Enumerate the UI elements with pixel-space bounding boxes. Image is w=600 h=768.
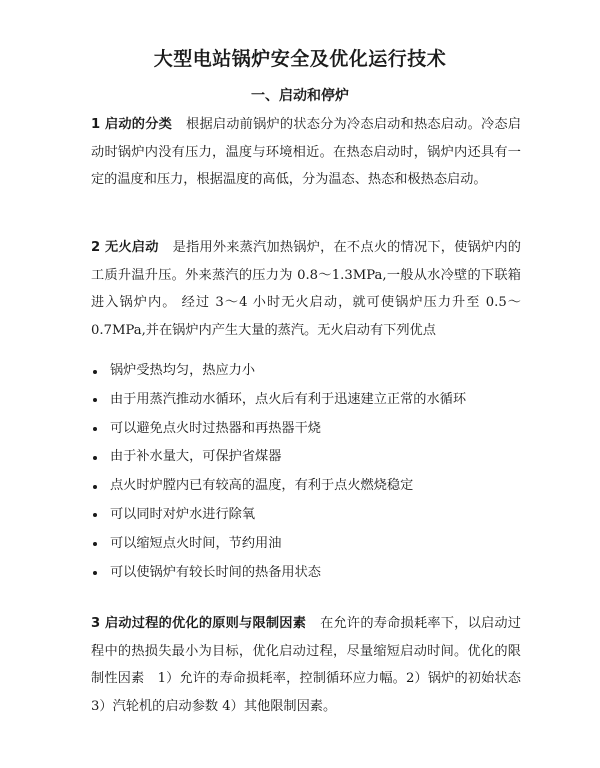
list-item: 由于用蒸汽推动水循环，点火后有利于迅速建立正常的水循环: [91, 386, 521, 415]
section-1-paragraph: [91, 111, 521, 194]
section-1-body: 根据启动前锅炉的状态分为冷态启动和热态启动。冷态启动时锅炉内没有压力，温度与环境相近。在热态启动时，锅炉内还具有一定的温度和压力，根据温度的高低，分为温态、热态和极热态启动。: [91, 117, 521, 187]
bullet-icon: [93, 513, 97, 517]
list-item: 可以使锅炉有较长时间的热备用状态: [91, 559, 521, 588]
bullet-icon: [93, 370, 97, 374]
list-item: 可以避免点火时过热器和再热器干烧: [91, 415, 521, 444]
document-title: 大型电站锅炉安全及优化运行技术: [153, 48, 447, 70]
bullet-icon: [93, 571, 97, 575]
list-item: 由于补水量大，可保护省煤器: [91, 443, 521, 472]
advantages-list: [91, 357, 521, 587]
section-3-heading: 3 启动过程的优化的原则与限制因素: [91, 616, 307, 631]
section-1-heading: 1 启动的分类: [91, 117, 173, 132]
list-item: 锅炉受热均匀，热应力小: [91, 357, 521, 386]
section-3-body: 在允许的寿命损耗率下，以启动过程中的热损失最小为目标，优化启动过程，尽量缩短启动时间。优化的限制性因素 1）允许的寿命损耗率，控制循环应力幅。2）锅炉的初始状态 3）汽轮机的启动参数 4）其他限制因素。: [91, 616, 521, 714]
section-2-body: 是指用外来蒸汽加热锅炉，在不点火的情况下，使锅炉内的工质升温升压。外来蒸汽的压力为 0.8～1.3MPa,一般从水冷壁的下联箱进入锅炉内。 经过 3～4 小时无火启动，就可使锅炉压力升至 0.5～ 0.7MPa,并在锅炉内产生大量的蒸汽。无火启动有下列优点: [91, 240, 521, 338]
bullet-icon: [93, 485, 97, 489]
section-2-heading: 2 无火启动: [91, 240, 159, 255]
bullet-icon: [93, 542, 97, 546]
section-3-paragraph: [91, 610, 521, 720]
list-item: 点火时炉膛内已有较高的温度，有利于点火燃烧稳定: [91, 472, 521, 501]
list-item: 可以同时对炉水进行除氧: [91, 501, 521, 530]
section-heading: 一、启动和停炉: [251, 88, 349, 104]
bullet-icon: [93, 398, 97, 402]
bullet-icon: [93, 456, 97, 460]
bullet-icon: [93, 427, 97, 431]
section-2-paragraph: [91, 234, 521, 344]
list-item: 可以缩短点火时间，节约用油: [91, 530, 521, 559]
